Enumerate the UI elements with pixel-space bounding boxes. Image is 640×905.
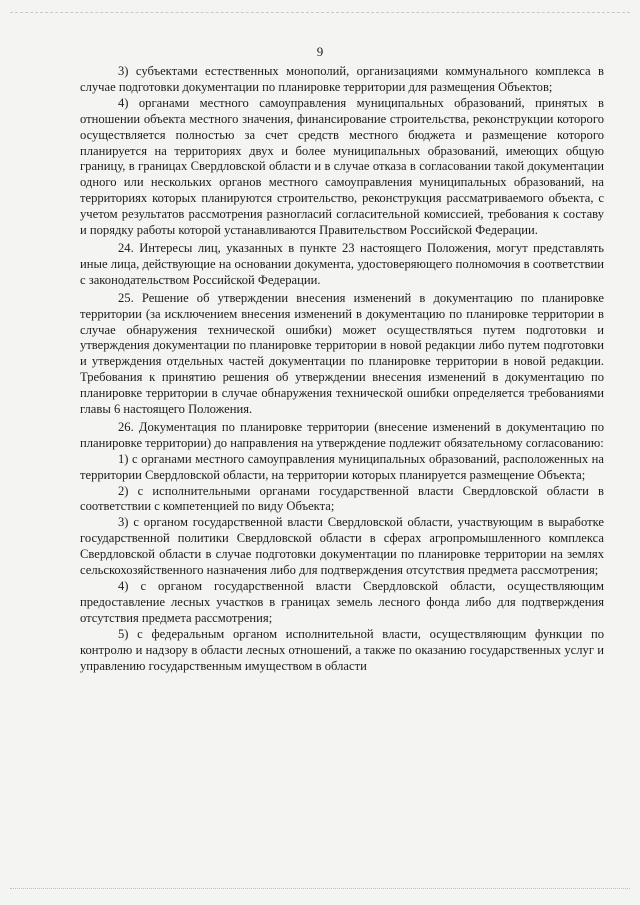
paragraph-approval-2: 2) с исполнительными органами государственной власти Свердловской области в соответствии с компетенцией по виду Объекта; [80, 483, 604, 514]
paragraph-clause-25: 25. Решение об утверждении внесения изменений в документацию по планировке территории (за исключением внесения изменений в документацию по планировке территории в случае обнаружения технической ошибки) может осуществляться путем подготовки и утверждения документации по планировке территории в новой редакции либо путем подготовки и утверждения отдельных частей документации по планировке территории в новой редакции. Требования к принятию решения об утверждении внесения изменений в документацию по планировке территории в случае обнаружения технической ошибки определяется требованиями главы 6 настоящего Положения. [80, 290, 604, 417]
page-number: 9 [316, 44, 324, 59]
scan-edge-bottom [10, 888, 630, 889]
paragraph-approval-1: 1) с органами местного самоуправления муниципальных образований, расположенных на территории Свердловской области, на территории которых планируется размещение Объекта; [80, 451, 604, 482]
paragraph-approval-3: 3) с органом государственной власти Свердловской области, участвующим в выработке государственной политики Свердловской области в сферах агропромышленного комплекса Свердловской области в случае подготовки документации по планировке территории на землях сельскохозяйственного назначения либо для подтверждения отсутствия предмета рассмотрения; [80, 515, 604, 578]
paragraph-item-4-local-authorities: 4) органами местного самоуправления муниципальных образований, принятых в отношении объекта местного значения, финансирование строительства, реконструкции которого осуществляется полностью за счет средств местного бюджета и размещение которого планируется на территориях двух и более муниципальных образований, имеющих общую границу, в границах Свердловской области и в случае отказа в согласовании такой документации одного или нескольких органов местного самоуправления муниципальных образований, на территориях которых планируются строительство, реконструкция рассматриваемого объекта, с учетом результатов рассмотрения разногласий согласительной комиссией, требования к составу и порядку работы которой устанавливаются Правительством Российской Федерации. [80, 95, 604, 238]
paragraph-clause-24: 24. Интересы лиц, указанных в пункте 23 настоящего Положения, могут представлять иные лица, действующие на основании документа, удостоверяющего полномочия в соответствии с законодательством Российской Федерации. [80, 240, 604, 287]
paragraph-approval-4: 4) с органом государственной власти Свердловской области, осуществляющим предоставление лесных участков в границах земель лесного фонда либо для подтверждения отсутствия предмета рассмотрения; [80, 579, 604, 625]
paragraph-clause-26: 26. Документация по планировке территории (внесение изменений в документацию по планировке территории) до направления на утверждение подлежит обязательному согласованию: [80, 419, 604, 450]
scan-edge-top [10, 12, 630, 13]
paragraph-approval-5: 5) с федеральным органом исполнительной власти, осуществляющим функции по контролю и надзору в области лесных отношений, а также по оказанию государственных услуг и управлению государственным имуществом в области [80, 626, 604, 673]
paragraph-item-3-natural-monopolies: 3) субъектами естественных монополий, организациями коммунального комплекса в случае подготовки документации по планировке территории для размещения Объектов; [80, 64, 604, 94]
document-body [80, 64, 604, 674]
